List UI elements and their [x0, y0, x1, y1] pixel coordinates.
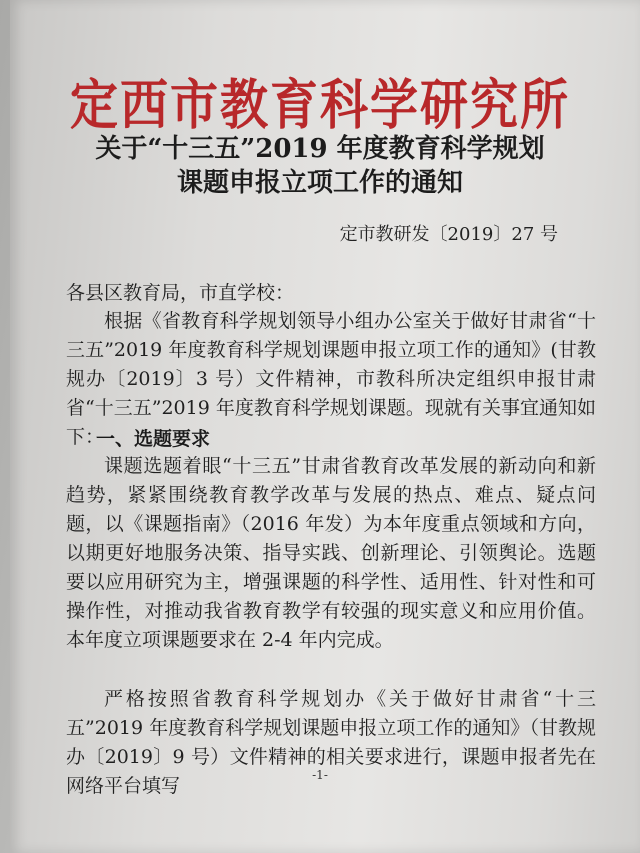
paragraph-application-procedure: 严格按照省教育科学规划办《关于做好甘肃省“十三五”2019 年度教育科学规划课题申报立项工作的通知》（甘教规办〔2019〕9 号）文件精神的相关要求进行，课题申报者先在网络平台填写 [66, 688, 596, 797]
paragraph-topic-requirements: 课题选题着眼“十三五”甘肃省教育改革发展的新动向和新趋势，紧紧围绕教育教学改革与发展的热点、难点、疑点问题，以《课题指南》（2016 年发）为本年度重点领域和方向，以期更好地服务决策、指导实践、创新理论、引领舆论。选题要以应用研究为主，增强课题的科学性、适用性、针对性和可操作性，对推动我省教育教学有较强的现实意义和应用价值。本年度立项课题要求在 2-4 年内完成。 [66, 455, 596, 651]
paragraph-intro: 根据《省教育科学规划领导小组办公室关于做好甘肃省“十三五”2019 年度教育科学规划课题申报立项工作的通知》(甘教规办〔2019〕3 号）文件精神，市教科所决定组织申报甘肃省“十三五”2019 年度教育科学规划课题。现就有关事宜通知如下： [66, 310, 596, 448]
document-title-line-2: 课题申报立项工作的通知 [176, 168, 463, 198]
page-number: -1- [312, 768, 328, 782]
salutation: 各县区教育局，市直学校： [66, 282, 295, 304]
document-number: 定市教研发〔2019〕27 号 [339, 224, 558, 245]
letterhead: 定西市教育科学研究所 [69, 74, 570, 138]
section-heading-topic-requirements: 一、选题要求 [96, 428, 211, 450]
document-title-line-1: 关于“十三五”2019 年度教育科学规划 [95, 134, 545, 164]
